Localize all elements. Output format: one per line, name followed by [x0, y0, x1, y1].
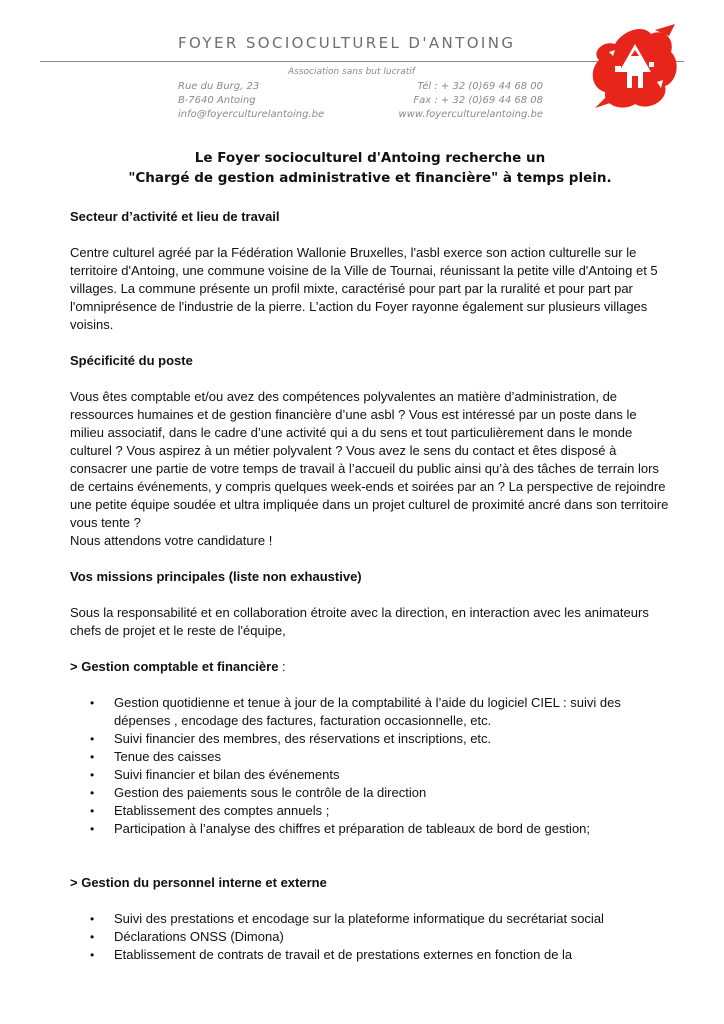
gestion-comptable-heading-bold: > Gestion comptable et financière — [70, 659, 279, 674]
bullet-icon: • — [90, 948, 95, 962]
bullet-icon: • — [90, 750, 95, 764]
section-text-secteur: Centre culturel agréé par la Fédération Wallonie Bruxelles, l'asbl exerce son action culturelle sur le territoire d'Antoing, une commune voisine de la Ville de Tournai, réunissant la petite ville d'Antoing et 5 villages. La commune présente un profil mixte, caractérisé pour part par la ruralité et pour part par l'omniprésence de l'industrie de la pierre. L’action du Foyer rayonne également sur plusieurs villages voisins. — [70, 245, 658, 332]
list-item: • Suivi financier des membres, des réservations et inscriptions, etc. — [90, 731, 492, 746]
list-item: • Suivi des prestations et encodage sur la plateforme informatique du secrétariat social — [90, 911, 604, 926]
list-item: • Suivi financier et bilan des événements — [90, 767, 340, 782]
bullet-icon: • — [90, 822, 95, 836]
bullet-icon: • — [90, 732, 95, 746]
list-item: • Etablissement de contrats de travail et de prestations externes en fonction de la — [90, 947, 573, 962]
list-item: • Participation à l’analyse des chiffres et préparation de tableaux de bord de gestion; — [90, 821, 591, 836]
job-title-line-2: "Chargé de gestion administrative et financière" à temps plein. — [128, 170, 612, 186]
list-item: • Tenue des caisses — [90, 749, 221, 764]
bullet-icon: • — [90, 768, 95, 782]
gestion-comptable-heading-suffix: : — [278, 659, 286, 674]
section-heading-specificite: Spécificité du poste — [70, 353, 193, 368]
spacer — [70, 676, 670, 694]
section-heading-gestion-personnel: > Gestion du personnel interne et externe — [70, 875, 327, 890]
section-heading-gestion-comptable — [70, 658, 670, 676]
bullet-icon: • — [90, 696, 95, 710]
contact-block — [380, 80, 543, 122]
section-text-missions: Sous la responsabilité et en collaboration étroite avec la direction, en interaction avec les animateurs chefs de projet et le reste de l'équipe, — [70, 605, 649, 638]
contact-fax: Fax : + 32 (0)69 44 68 08 — [413, 95, 543, 106]
bullet-icon: • — [90, 912, 95, 926]
section-closing-specificite: Nous attendons votre candidature ! — [70, 533, 273, 548]
address-city: B-7640 Antoing — [178, 95, 256, 106]
bullet-icon: • — [90, 786, 95, 800]
list-item: • Etablissement des comptes annuels ; — [90, 803, 330, 818]
section-heading-secteur: Secteur d’activité et lieu de travail — [70, 209, 280, 224]
section-heading-missions: Vos missions principales (liste non exhaustive) — [70, 569, 362, 584]
contact-phone: Tél : + 32 (0)69 44 68 00 — [417, 81, 543, 92]
organization-logo-icon — [585, 22, 685, 114]
list-gestion-personnel — [70, 910, 670, 964]
bullet-icon: • — [90, 804, 95, 818]
contact-website: www.foyerculturelantoing.be — [398, 109, 543, 120]
section-text-specificite: Vous êtes comptable et/ou avez des compétences polyvalentes an matière d’administration, de ressources humaines et de gestion financière d’une asbl ? Vous est intéressé par un poste dans le milieu associatif, dans le cadre d’une activité qui a du sens et tout particulièrement dans le monde culturel ? Vous aspirez à un métier polyvalent ? Vous avez le sens du contact et êtes disposé à consacrer une partie de votre temps de travail à l’accueil du public ainsi qu’à des tâches de terrain lors de certains événements, y compris quelques week-ends et soirées par an ? La perspective de rejoindre une petite équipe soudée et ultra impliquée dans un projet culturel de proximité ancré dans son territoire vous tente ? — [70, 389, 669, 530]
address-block — [178, 80, 324, 122]
job-title — [70, 148, 670, 188]
job-title-line-1: Le Foyer socioculturel d'Antoing recherche un — [194, 150, 546, 166]
job-posting-content — [70, 148, 670, 982]
contact-email: info@foyerculturelantoing.be — [178, 109, 325, 120]
list-gestion-comptable — [70, 694, 670, 838]
organization-name: FOYER SOCIOCULTUREL D'ANTOING — [178, 34, 516, 52]
list-item: • Gestion quotidienne et tenue à jour de la comptabilité à l’aide du logiciel CIEL : suivi des dépenses , encodage des factures, facturation occasionnelle, etc. — [90, 695, 621, 728]
spacer — [70, 856, 670, 874]
list-item: • Gestion des paiements sous le contrôle de la direction — [90, 785, 427, 800]
address-street: Rue du Burg, 23 — [178, 81, 260, 92]
organization-tagline: Association sans but lucratif — [288, 67, 415, 77]
bullet-icon: • — [90, 930, 95, 944]
list-item: • Déclarations ONSS (Dimona) — [90, 929, 284, 944]
